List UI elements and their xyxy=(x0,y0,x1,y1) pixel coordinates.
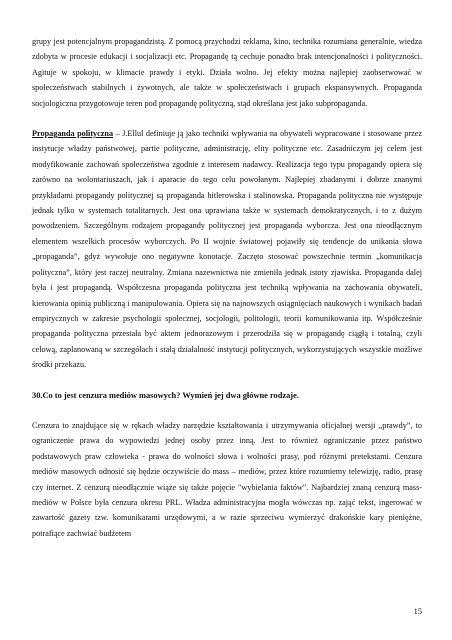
paragraph-censorship: Cenzura to znajdujące się w rękach władzy narzędzie kształtowania i utrzymywania oficjalnej wersji „prawdy”, to ograniczenie prawa do wypowiedzi jednej osoby przez inną. Jest to również ograniczanie przez państwo podstawowych praw człowieka - prawa do wolności słowa i wolności prasy, pod różnymi pretekstami. Cenzura mediów masowych odnosić się będzie oczywiście do mass – mediów, przez które rozumiemy telewizję, radio, prasę czy internet. Z cenzurą nieodłącznie wiąże się także pojęcie "wybielania faktów". Najbardziej znaną cenzurą mass-mediów w Polsce była cenzura okresu PRL. Władza administracyjna mogła wówczas np. zająć tekst, ingerować w zawartość gazety tzw. komunikatami urzędowymi, a w razie sprzeciwu wymierzyć drakońskie kary pieniężne, potrafiące zachwiać budżetem xyxy=(32,420,422,538)
paragraph-political-propaganda xyxy=(32,126,422,373)
paragraph-gap xyxy=(32,111,422,126)
question-heading: 30.Co to jest cenzura mediów masowych? Wymień jej dwa główne rodzaje. xyxy=(32,390,299,400)
paragraph-gap xyxy=(32,403,422,418)
political-propaganda-text: – J.Ellul definiuje ją jako techniki wpływania na obywateli wypracowane i stosowane przez instytucje władzy państwowej, partie polityczne, administrację, elity polityczne etc. Zasadniczym jej celem jest modyfikowanie zachowań społeczeństwa zgodnie z interesem nadawcy. Realizacja tego typu propagandy opiera się zarówno na wolontariuszach, jak i aparacie do tego celu powołanym. Najlepiej zbadanymi i dobrze znanymi przykładami propagandy politycznej są propaganda hitlerowska i stalinowska. Propaganda polityczna nie występuje jednak tylko w systemach totalitarnych. Jest ona uprawiana także w systemach demokratycznych, i to z dużym powodzeniem. Szczególnym rodzajem propagandy politycznej jest propaganda wyborcza. Jest ona nieodłącznym elementem wszelkich procesów wyborczych. Po II wojnie światowej pojawiły się tendencje do unikania słowa „propaganda”, gdyż wywołuje ono negatywne konotacje. Zaczęto stosować powszechnie termin „komunikacja polityczna”, który jest raczej neutralny. Zmiana nazewnictwa nie zmieniła jednak istoty zjawiska. Propaganda dalej była i jest propagandą. Współczesna propaganda polityczna jest techniką wpływania na zachowania obywateli, kierowania opinią publiczną i manipulowania. Opiera się na najnowszych osiągnięciach naukowych i wynikach badań empirycznych w zakresie psychologii społecznej, socjologii, politologii, teorii komunikowania itp. Współcześnie propaganda polityczna przestała być aktem jednorazowym i przerodziła się w propagandę ciągłą i totalną, czyli celową, zaplanowaną w szczegółach i stałą działalność instytucji politycznych, wykorzystujących wszystkie możliwe środki przekazu. xyxy=(32,129,422,370)
paragraph-gap xyxy=(32,373,422,388)
page-content xyxy=(32,34,422,541)
term-political-propaganda: Propaganda polityczna xyxy=(32,129,114,139)
paragraph-sociological-propaganda: grupy jest potencjalnym propagandzistą. Z pomocą przychodzi reklama, kino, technika rozumiana generalnie, wiedza zdobyta w procesie edukacji i socjalizacji etc. Propagandę tą cechuje ponadto brak intencjonalności i polityczności. Agituje w spokoju, w klimacie prawdy i etyki. Działa wolno. Jej efekty można najlepiej zaobserwować w społeczeństwach stabilnych i żywotnych, ale także w społeczeństwach i grupach ekspansywnych. Propaganda socjologiczna przygotowuje teren pod propagandę polityczną, stąd określana jest jako subpropaganda. xyxy=(32,37,422,108)
page-number: 15 xyxy=(413,607,422,616)
